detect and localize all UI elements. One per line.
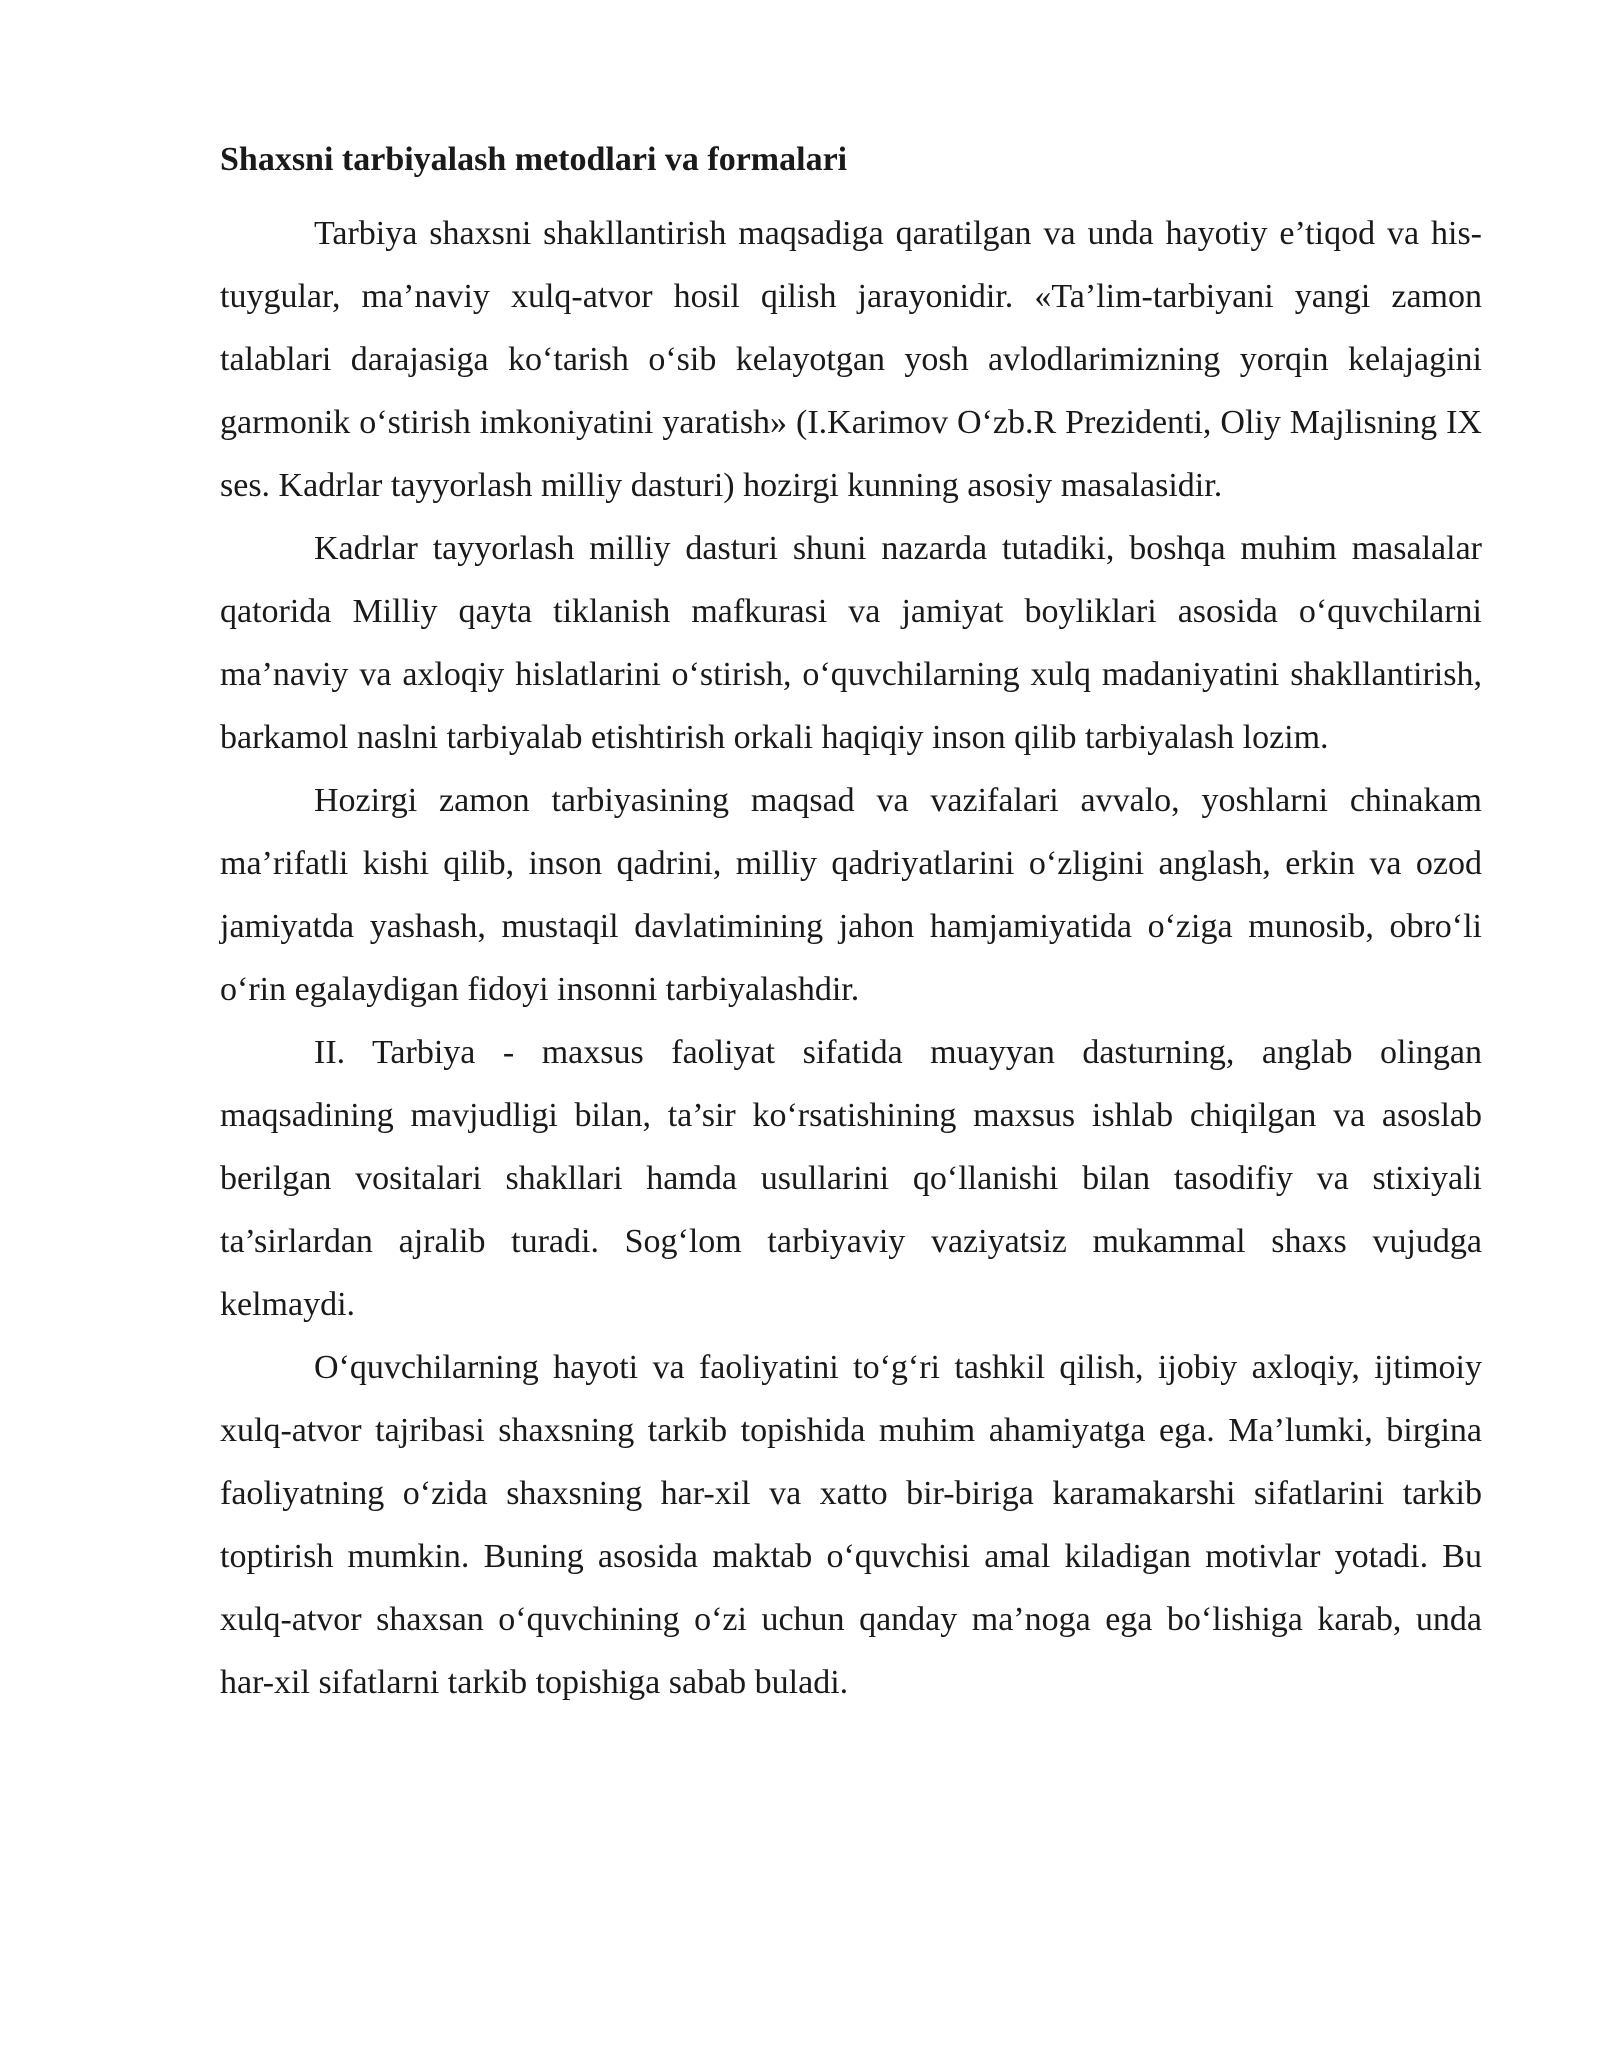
paragraph-1: Tarbiya shaxsni shakllantirish maqsadiga qaratilgan va unda hayotiy e’tiqod va his-tuygular, ma’naviy xulq-atvor hosil qilish jarayonidir. «Ta’lim-tarbiyani yangi zamon talablari darajasiga ko‘tarish o‘sib kelayotgan yosh avlodlarimizning yorqin kelajagini garmonik o‘stirish imkoniyatini yaratish» (I.Karimov O‘zb.R Prezidenti, Oliy Majlisning IX ses. Kadrlar tayyorlash milliy dasturi) hozirgi kunning asosiy masalasidir. xyxy=(220,215,1482,504)
paragraph-2: Kadrlar tayyorlash milliy dasturi shuni nazarda tutadiki, boshqa muhim masalalar qatorida Milliy qayta tiklanish mafkurasi va jamiyat boyliklari asosida o‘quvchilarni ma’naviy va axloqiy hislatlarini o‘stirish, o‘quvchilarning xulq madaniyatini shakllantirish, barkamol naslni tarbiyalab etishtirish orkali haqiqiy inson qilib tarbiyalash lozim. xyxy=(220,530,1482,756)
document-title: Shaxsni tarbiyalash metodlari va formalari xyxy=(220,141,848,178)
document-page xyxy=(220,140,1482,1714)
paragraph-3: Hozirgi zamon tarbiyasining maqsad va vazifalari avvalo, yoshlarni chinakam ma’rifatli kishi qilib, inson qadrini, milliy qadriyatlarini o‘zligini anglash, erkin va ozod jamiyatda yashash, mustaqil davlatimining jahon hamjamiyatida o‘ziga munosib, obro‘li o‘rin egalaydigan fidoyi insonni tarbiyalashdir. xyxy=(220,782,1482,1008)
paragraph-5: O‘quvchilarning hayoti va faoliyatini to‘g‘ri tashkil qilish, ijobiy axloqiy, ijtimoiy xulq-atvor tajribasi shaxsning tarkib topishida muhim ahamiyatga ega. Ma’lumki, birgina faoliyatning o‘zida shaxsning har-xil va xatto bir-biriga karamakarshi sifatlarini tarkib toptirish mumkin. Buning asosida maktab o‘quvchisi amal kiladigan motivlar yotadi. Bu xulq-atvor shaxsan o‘quvchining o‘zi uchun qanday ma’noga ega bo‘lishiga karab, unda har-xil sifatlarni tarkib topishiga sabab buladi. xyxy=(220,1349,1482,1701)
paragraph-4: II. Tarbiya - maxsus faoliyat sifatida muayyan dasturning, anglab olingan maqsadining mavjudligi bilan, ta’sir ko‘rsatishining maxsus ishlab chiqilgan va asoslab berilgan vositalari shakllari hamda usullarini qo‘llanishi bilan tasodifiy va stixiyali ta’sirlardan ajralib turadi. Sog‘lom tarbiyaviy vaziyatsiz mukammal shaxs vujudga kelmaydi. xyxy=(220,1034,1482,1323)
